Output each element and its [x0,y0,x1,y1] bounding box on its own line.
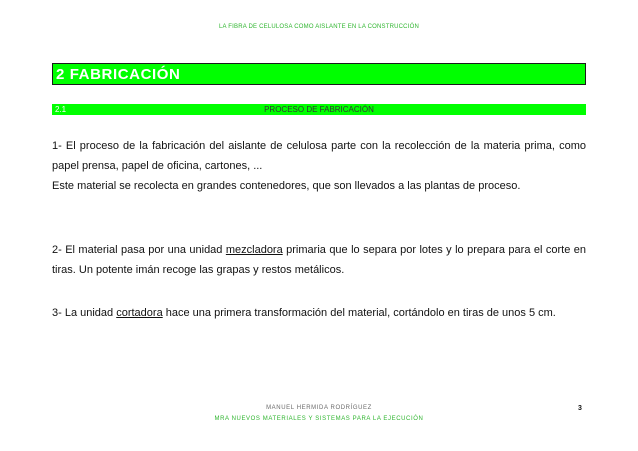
paragraph-step-2 [52,240,586,280]
paragraph-step-3 [52,303,586,323]
footer-author: MANUEL HERMIDA RODRÍGUEZ [266,405,372,411]
section-title: 2 FABRICACIÓN [56,66,181,83]
paragraph-collection [52,176,586,196]
paragraph-text-start: 2- El material pasa por una unidad [52,244,226,256]
paragraph-text [52,303,586,323]
paragraph-step-1 [52,136,586,176]
footer-course: MRA NUEVOS MATERIALES Y SISTEMAS PARA LA EJECUCIÓN [214,416,424,422]
section-heading-band [52,63,586,85]
cortadora-link[interactable]: cortadora [116,307,163,319]
paragraph-text-start: 3- La unidad [52,307,117,319]
subsection-title: PROCESO DE FABRICACIÓN [264,105,374,114]
mezcladora-link[interactable]: mezcladora [225,244,283,256]
subsection-number: 2.1 [55,105,67,114]
paragraph-text-end: primaria que lo separa por lotes y lo prepara para el corte en tiras. Un potente imán recoge las grapas y restos metálicos. [52,244,586,276]
paragraph-text [52,240,586,280]
running-header: LA FIBRA DE CELULOSA COMO AISLANTE EN LA CONSTRUCCIÓN [219,24,419,30]
paragraph-text-end: hace una primera transformación del material, cortándolo en tiras de unos 5 cm. [162,307,556,319]
paragraph-text: 1- El proceso de la fabricación del aislante de celulosa parte con la recolección de la materia prima, como papel prensa, papel de oficina, cartones, ... [52,140,586,172]
page-number: 3 [578,405,582,412]
subsection-heading-band [52,104,586,115]
paragraph-text: Este material se recolecta en grandes contenedores, que son llevados a las plantas de proceso. [52,180,521,192]
